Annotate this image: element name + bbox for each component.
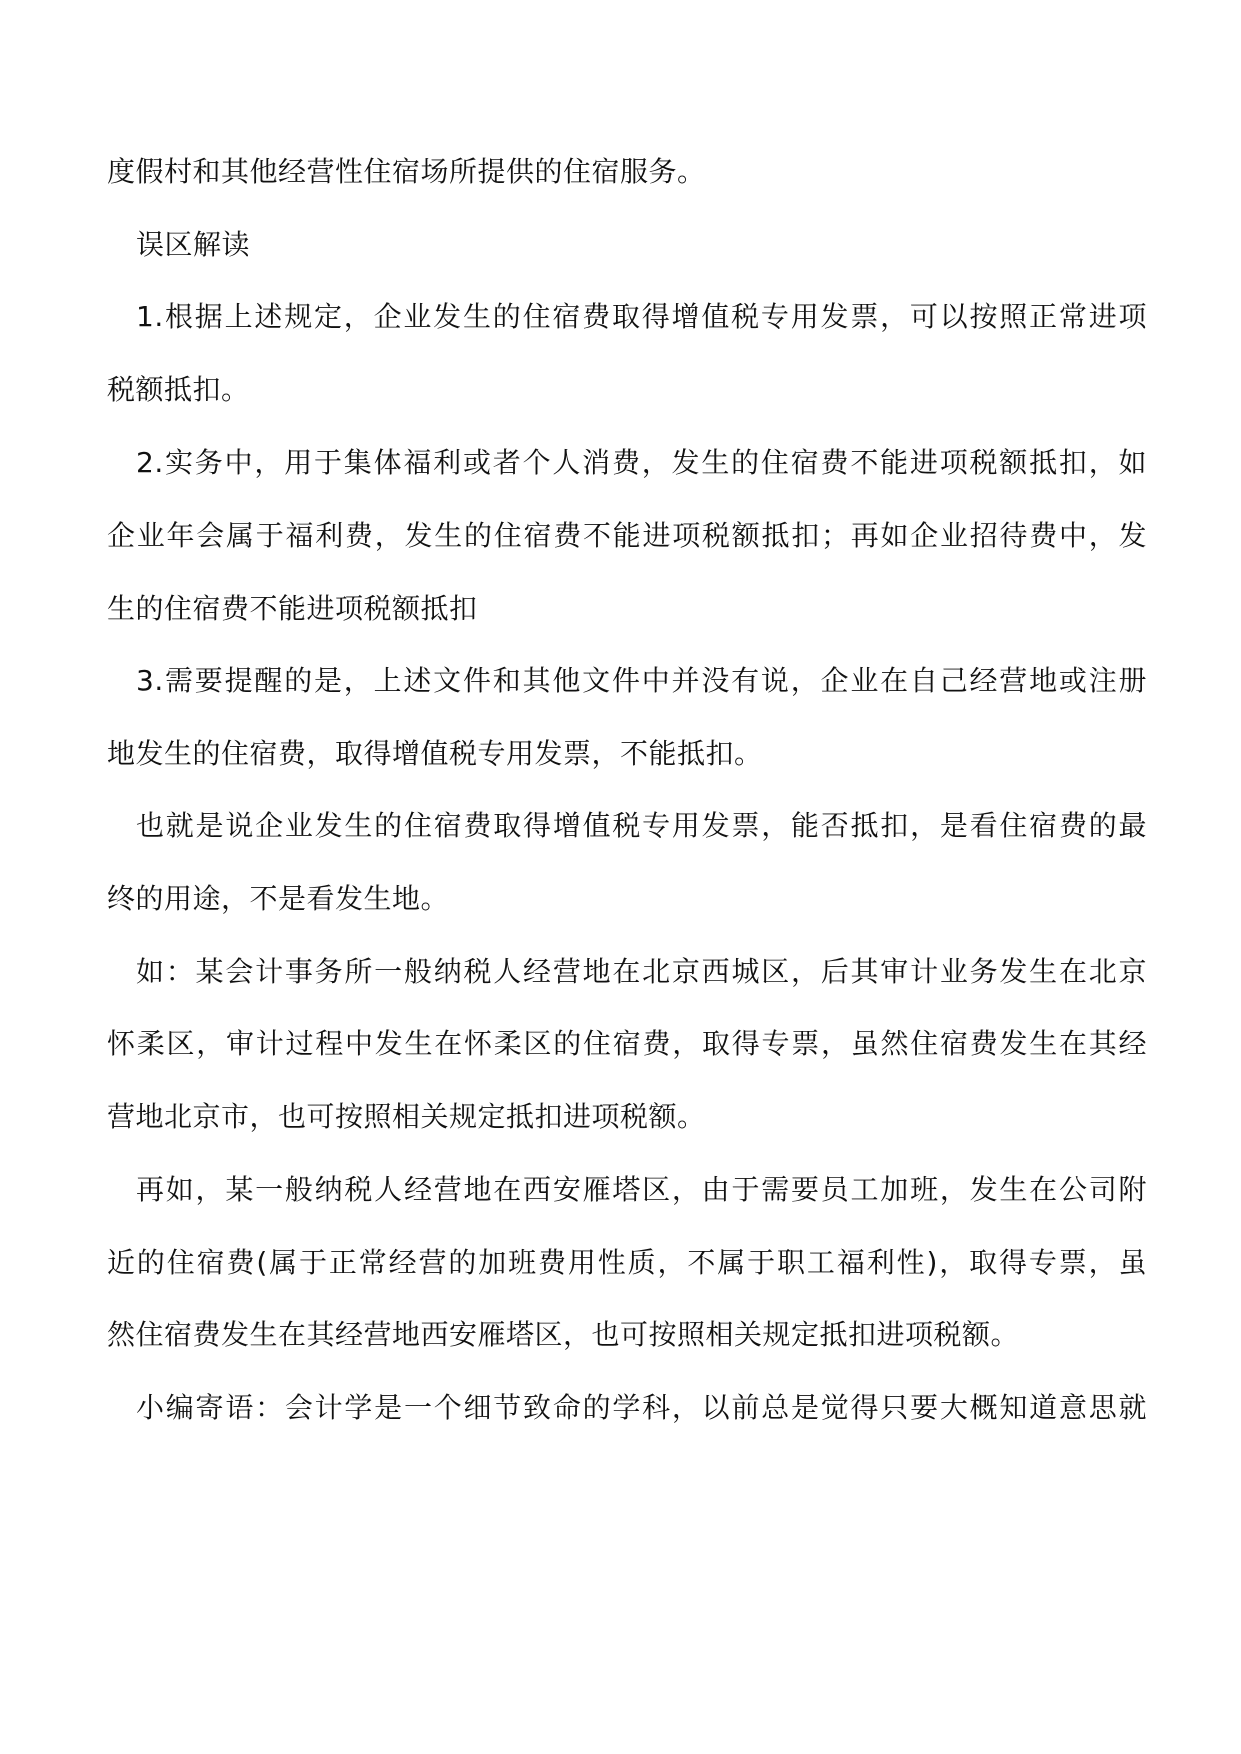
text-line-7: 生的住宿费不能进项税额抵扣	[107, 592, 478, 625]
text-line-1: 度假村和其他经营性住宿场所提供的住宿服务。	[107, 155, 706, 188]
text-line-18: 小编寄语：会计学是一个细节致命的学科，以前总是觉得只要大概知道意思就	[136, 1391, 1147, 1424]
text-line-13: 怀柔区，审计过程中发生在怀柔区的住宿费，取得专票，虽然住宿费发生在其经	[107, 1027, 1147, 1060]
text-line-5: 2.实务中，用于集体福利或者个人消费，发生的住宿费不能进项税额抵扣，如	[136, 446, 1147, 479]
text-line-12: 如：某会计事务所一般纳税人经营地在北京西城区，后其审计业务发生在北京	[136, 955, 1147, 988]
text-line-17: 然住宿费发生在其经营地西安雁塔区，也可按照相关规定抵扣进项税额。	[107, 1318, 1020, 1351]
text-line-14: 营地北京市，也可按照相关规定抵扣进项税额。	[107, 1100, 706, 1133]
text-line-16: 近的住宿费(属于正常经营的加班费用性质，不属于职工福利性)，取得专票，虽	[107, 1246, 1147, 1279]
text-line-15: 再如，某一般纳税人经营地在西安雁塔区，由于需要员工加班，发生在公司附	[136, 1173, 1147, 1206]
text-line-9: 地发生的住宿费，取得增值税专用发票，不能抵扣。	[107, 737, 763, 770]
text-line-4: 税额抵扣。	[107, 373, 250, 406]
section-heading: 误区解读	[136, 228, 251, 261]
text-line-3: 1.根据上述规定，企业发生的住宿费取得增值税专用发票，可以按照正常进项	[136, 300, 1147, 333]
text-line-10: 也就是说企业发生的住宿费取得增值税专用发票，能否抵扣，是看住宿费的最	[136, 809, 1147, 842]
text-line-6: 企业年会属于福利费，发生的住宿费不能进项税额抵扣；再如企业招待费中，发	[107, 519, 1147, 552]
text-line-11: 终的用途，不是看发生地。	[107, 882, 450, 915]
text-line-8: 3.需要提醒的是，上述文件和其他文件中并没有说，企业在自己经营地或注册	[136, 664, 1147, 697]
